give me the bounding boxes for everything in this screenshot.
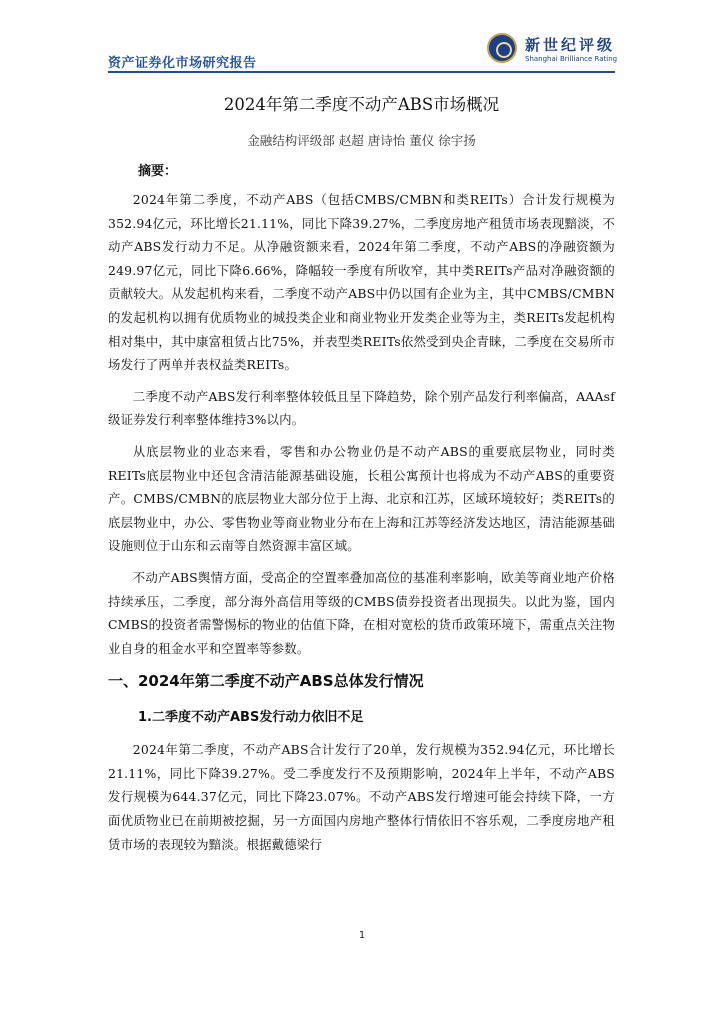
section-heading: 一、2024年第二季度不动产ABS总体发行情况	[108, 672, 424, 691]
header-divider	[108, 71, 615, 73]
header-title: 资产证券化市场研究报告	[108, 56, 257, 71]
logo-chinese-name: 新世纪评级	[525, 36, 616, 54]
logo-seal-icon	[487, 33, 517, 63]
document-authors: 金融结构评级部 赵超 唐诗怡 董仪 徐宇扬	[247, 133, 476, 148]
logo-english-name: Shanghai Brilliance Rating	[525, 55, 618, 63]
abstract-paragraph: 二季度不动产ABS发行利率整体较低且呈下降趋势，除个别产品发行利率偏高，AAAsf级证券发行利率整体维持3%以内。	[108, 388, 615, 428]
abstract-label: 摘要：	[138, 164, 178, 179]
page-number: 1	[358, 930, 366, 941]
abstract-paragraph: 不动产ABS舆情方面，受高企的空置率叠加高位的基准利率影响，欧美等商业地产价格持续承压，二季度，部分海外高信用等级的CMBS债券投资者出现损失。以此为鉴，国内CMBS的投资者需警惕标的物业的估值下降，在相对宽松的货币政策环境下，需重点关注物业自身的租金水平和空置率等参数。	[108, 569, 615, 656]
document-title: 2024年第二季度不动产ABS市场概况	[223, 95, 500, 114]
body-paragraph: 2024年第二季度，不动产ABS合计发行了20单，发行规模为352.94亿元，环比增长21.11%，同比下降39.27%。受二季度发行不及预期影响，2024年上半年，不动产ABS发行规模为644.37亿元，同比下降23.07%。不动产ABS发行增速可能会持续下降，一方面优质物业已在前期被挖掘，另一方面国内房地产整体行情依旧不容乐观，二季度房地产租赁市场的表现较为黯淡。根据戴德梁行	[108, 742, 615, 852]
subsection-heading: 1.二季度不动产ABS发行动力依旧不足	[138, 710, 364, 726]
abstract-paragraph: 从底层物业的业态来看，零售和办公物业仍是不动产ABS的重要底层物业，同时类REITs底层物业中还包含清洁能源基础设施，长租公寓预计也将成为不动产ABS的重要资产。CMBS/CMBN的底层物业大部分位于上海、北京和江苏，区域环境较好；类REITs的底层物业中，办公、零售物业等商业物业分布在上海和江苏等经济发达地区，清洁能源基础设施则位于山东和云南等自然资源丰富区域。	[108, 443, 615, 554]
brand-logo	[487, 33, 627, 69]
document-body	[108, 92, 615, 864]
abstract-paragraph: 2024年第二季度，不动产ABS（包括CMBS/CMBN和类REITs）合计发行规模为352.94亿元，环比增长21.11%，同比下降39.27%，二季度房地产租赁市场表现黯淡，不动产ABS发行动力不足。从净融资额来看，2024年第二季度，不动产ABS的净融资额为249.97亿元，同比下降6.66%，降幅较一季度有所收窄，其中类REITs产品对净融资额的贡献较大。从发起机构来看，二季度不动产ABS中仍以国有企业为主，其中CMBS/CMBN的发起机构以拥有优质物业的城投类企业和商业物业开发类企业等为主，类REITs发起机构相对集中，其中康富租赁占比75%，并表型类REITs依然受到央企青睐，二季度在交易所市场发行了两单并表权益类REITs。	[108, 192, 615, 373]
page-header	[0, 0, 724, 78]
